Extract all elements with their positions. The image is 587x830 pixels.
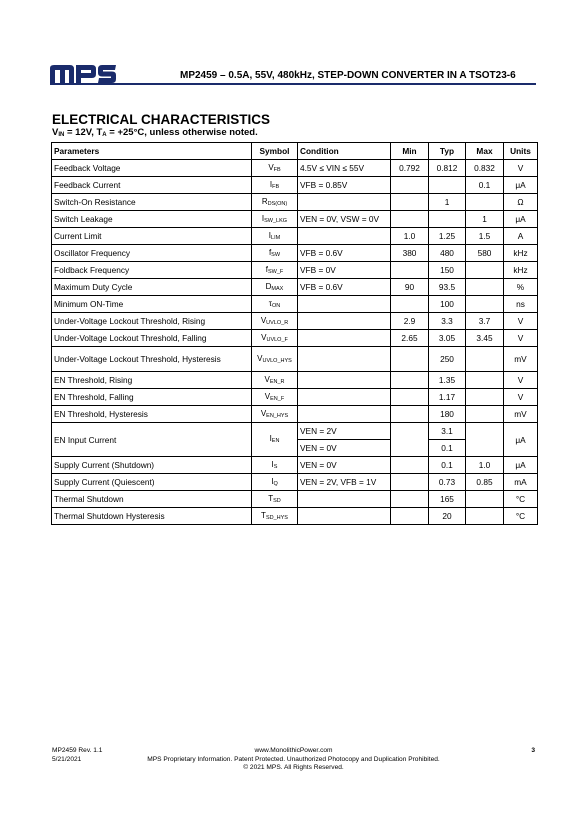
typ-cell: 1.35 [429,372,466,389]
max-cell [466,296,504,313]
mps-logo [50,64,116,89]
symbol-main: f [265,264,268,274]
min-cell: 380 [391,245,429,262]
symbol-cell [252,389,298,406]
symbol-subscript: SW_LKG [264,217,288,224]
symbol-main: τ [268,298,272,308]
condition-cell: 4.5V ≤ VIN ≤ 55V [298,160,391,177]
column-header-max: Max [466,143,504,160]
parameter-cell: Under-Voltage Lockout Threshold, Falling [52,330,252,347]
table-row [52,491,538,508]
condition-cell: VEN = 0V, VSW = 0V [298,211,391,228]
column-header-min: Min [391,143,429,160]
symbol-main: I [271,459,274,469]
typ-cell: 1.17 [429,389,466,406]
min-cell: 0.792 [391,160,429,177]
symbol-subscript: FB [272,183,280,190]
min-cell [391,491,429,508]
symbol-cell [252,508,298,525]
table-row [52,296,538,313]
min-cell [391,474,429,491]
parameter-cell: Thermal Shutdown [52,491,252,508]
symbol-subscript: Q [273,480,278,487]
symbol-cell [252,262,298,279]
parameter-cell: EN Input Current [52,423,252,457]
max-cell [466,279,504,296]
condition-cell: VEN = 2V [298,423,391,440]
condition-cell: VEN = 0V [298,457,391,474]
symbol-main: I [268,230,272,240]
min-cell: 2.65 [391,330,429,347]
condition-cell: VFB = 0V [298,262,391,279]
min-cell: 2.9 [391,313,429,330]
symbol-subscript: EN_R [269,378,285,385]
max-cell [466,423,504,457]
condition-cell: VFB = 0.6V [298,245,391,262]
max-cell: 1 [466,211,504,228]
symbol-subscript: ON [271,302,281,309]
revision-text: MP2459 Rev. 1.1 [52,747,103,754]
max-cell: 0.832 [466,160,504,177]
section-title: ELECTRICAL CHARACTERISTICS [52,112,271,127]
condition-cell [298,313,391,330]
symbol-main: R [261,196,268,206]
typ-cell [429,211,466,228]
symbol-subscript: EN_HYS [266,412,289,419]
parameter-cell: Feedback Current [52,177,252,194]
min-cell [391,508,429,525]
max-cell: 3.45 [466,330,504,347]
typ-cell [429,177,466,194]
max-cell [466,262,504,279]
symbol-cell [252,211,298,228]
units-cell: mV [504,406,538,423]
condition-cell [298,372,391,389]
symbol-subscript: EN_F [270,395,285,402]
min-cell [391,296,429,313]
max-cell [466,389,504,406]
condition-cell [298,491,391,508]
condition-cell [298,296,391,313]
min-cell [391,194,429,211]
symbol-cell [252,474,298,491]
parameter-cell: EN Threshold, Falling [52,389,252,406]
parameter-cell: Maximum Duty Cycle [52,279,252,296]
symbol-cell [252,228,298,245]
condition-cell [298,508,391,525]
symbol-cell [252,406,298,423]
column-header-units: Units [504,143,538,160]
max-cell: 1.5 [466,228,504,245]
symbol-main: V [257,353,263,363]
document-header-title: MP2459 – 0.5A, 55V, 480kHz, STEP-DOWN CONVERTER IN A TSOT23-6 [180,70,516,81]
symbol-cell [252,330,298,347]
parameter-cell: EN Threshold, Rising [52,372,252,389]
symbol-subscript: UVLO_R [266,319,289,326]
mps-logo-graphic [50,64,116,84]
max-cell [466,347,504,372]
units-cell: kHz [504,245,538,262]
typ-cell: 100 [429,296,466,313]
units-cell: kHz [504,262,538,279]
max-cell [466,491,504,508]
typ-cell: 180 [429,406,466,423]
min-cell: 1.0 [391,228,429,245]
table-row [52,262,538,279]
typ-cell: 1 [429,194,466,211]
table-row [52,406,538,423]
table-row [52,389,538,406]
symbol-cell [252,491,298,508]
table-row [52,457,538,474]
condition-cell: VFB = 0.6V [298,279,391,296]
min-cell [391,423,429,457]
min-cell [391,406,429,423]
copyright-notice: © 2021 MPS. All Rights Reserved. [243,764,344,771]
units-cell: V [504,160,538,177]
parameter-cell: Feedback Voltage [52,160,252,177]
symbol-subscript: UVLO_HYS [262,357,292,364]
max-cell [466,406,504,423]
symbol-main: V [264,391,271,401]
footer-center [0,747,587,773]
symbol-subscript: SD [273,497,281,504]
electrical-characteristics-table [51,142,538,525]
units-cell: A [504,228,538,245]
symbol-subscript: S [273,463,278,470]
condition-cell [298,330,391,347]
table-row [52,279,538,296]
max-cell [466,508,504,525]
units-cell: V [504,330,538,347]
min-cell [391,262,429,279]
min-cell: 90 [391,279,429,296]
symbol-main: T [268,493,274,503]
min-cell [391,347,429,372]
min-cell [391,177,429,194]
symbol-cell [252,313,298,330]
typ-cell: 1.25 [429,228,466,245]
units-cell: μA [504,457,538,474]
table-row [52,228,538,245]
parameter-cell: Oscillator Frequency [52,245,252,262]
symbol-subscript: LIM [271,234,281,241]
symbol-cell [252,279,298,296]
header-divider [50,83,536,85]
condition-cell [298,194,391,211]
condition-cell: VFB = 0.85V [298,177,391,194]
units-cell: mV [504,347,538,372]
parameter-cell: Under-Voltage Lockout Threshold, Hysteresis [52,347,252,372]
symbol-subscript: FB [273,166,281,173]
symbol-cell [252,296,298,313]
parameter-cell: Switch-On Resistance [52,194,252,211]
max-cell: 0.85 [466,474,504,491]
table-header-row [52,143,538,160]
column-header-symbol: Symbol [252,143,298,160]
column-header-typ: Typ [429,143,466,160]
symbol-main: V [260,315,267,325]
symbol-main: I [271,476,274,486]
parameter-cell: Switch Leakage [52,211,252,228]
typ-cell: 250 [429,347,466,372]
page-number: 3 [531,747,535,754]
table-row [52,423,538,440]
units-cell: % [504,279,538,296]
table-row [52,372,538,389]
min-cell [391,211,429,228]
symbol-subscript: DS(ON) [267,200,288,207]
parameter-cell: Under-Voltage Lockout Threshold, Rising [52,313,252,330]
symbol-cell [252,347,298,372]
units-cell: V [504,313,538,330]
typ-cell: 150 [429,262,466,279]
units-cell: °C [504,508,538,525]
min-cell [391,457,429,474]
typ-cell: 480 [429,245,466,262]
symbol-main: D [265,281,272,291]
units-cell: μA [504,423,538,457]
table-row [52,330,538,347]
typ-cell: 3.3 [429,313,466,330]
column-header-condition: Condition [298,143,391,160]
max-cell: 1.0 [466,457,504,474]
revision-date: 5/21/2021 [52,755,82,763]
symbol-cell [252,245,298,262]
column-header-parameters: Parameters [52,143,252,160]
symbol-subscript: UVLO_F [266,336,288,343]
symbol-main: V [264,374,270,384]
proprietary-notice: MPS Proprietary Information. Patent Protected. Unauthorized Photocopy and Duplication Prohibited. [147,755,440,763]
typ-cell: 3.1 [429,423,466,440]
symbol-cell [252,160,298,177]
symbol-main: V [261,332,267,342]
parameter-cell: Supply Current (Shutdown) [52,457,252,474]
max-cell: 580 [466,245,504,262]
symbol-cell [252,457,298,474]
parameter-cell: Foldback Frequency [52,262,252,279]
condition-cell [298,406,391,423]
max-cell [466,372,504,389]
units-cell: μA [504,177,538,194]
symbol-subscript: SW_F [267,268,284,275]
condition-cell [298,228,391,245]
typ-cell: 0.73 [429,474,466,491]
table-row [52,211,538,228]
max-cell: 0.1 [466,177,504,194]
symbol-main: T [261,510,266,520]
units-cell: Ω [504,194,538,211]
table-row [52,347,538,372]
table-body [52,160,538,525]
min-cell [391,372,429,389]
symbol-cell [252,423,298,457]
test-conditions: $V_{IN} = 12V$, $T_A = +25^\circ C$, unless otherwise noted. [52,127,258,138]
symbol-subscript: SW [271,251,281,258]
symbol-main: I [269,434,272,443]
condition-cell: VEN = 2V, VFB = 1V [298,474,391,491]
typ-cell: 0.1 [429,440,466,457]
table-row [52,160,538,177]
min-cell [391,389,429,406]
symbol-main: V [260,408,267,418]
condition-cell: VEN = 0V [298,440,391,457]
condition-cell [298,389,391,406]
symbol-main: I [261,213,265,223]
symbol-subscript: EN [271,438,280,444]
table-row [52,474,538,491]
units-cell: mA [504,474,538,491]
units-cell: V [504,372,538,389]
condition-cell [298,347,391,372]
parameter-cell: Current Limit [52,228,252,245]
symbol-main: f [268,247,272,257]
parameter-cell: Minimum ON-Time [52,296,252,313]
units-cell: V [504,389,538,406]
typ-cell: 165 [429,491,466,508]
symbol-cell [252,372,298,389]
units-cell: μA [504,211,538,228]
table-row [52,177,538,194]
units-cell: ns [504,296,538,313]
table-row [52,245,538,262]
symbol-subscript: SD_HYS [265,514,288,521]
symbol-subscript: MAX [271,285,284,292]
max-cell [466,194,504,211]
parameter-cell: Thermal Shutdown Hysteresis [52,508,252,525]
max-cell: 3.7 [466,313,504,330]
parameter-cell: EN Threshold, Hysteresis [52,406,252,423]
table-row [52,313,538,330]
table-row [52,508,538,525]
typ-cell: 3.05 [429,330,466,347]
typ-cell: 20 [429,508,466,525]
parameter-cell: Supply Current (Quiescent) [52,474,252,491]
symbol-main: V [268,162,274,172]
typ-cell: 93.5 [429,279,466,296]
table-row [52,194,538,211]
symbol-cell [252,194,298,211]
symbol-main: I [269,179,273,189]
typ-cell: 0.812 [429,160,466,177]
symbol-cell [252,177,298,194]
typ-cell: 0.1 [429,457,466,474]
website-url[interactable]: www.MonolithicPower.com [254,747,333,754]
units-cell: °C [504,491,538,508]
